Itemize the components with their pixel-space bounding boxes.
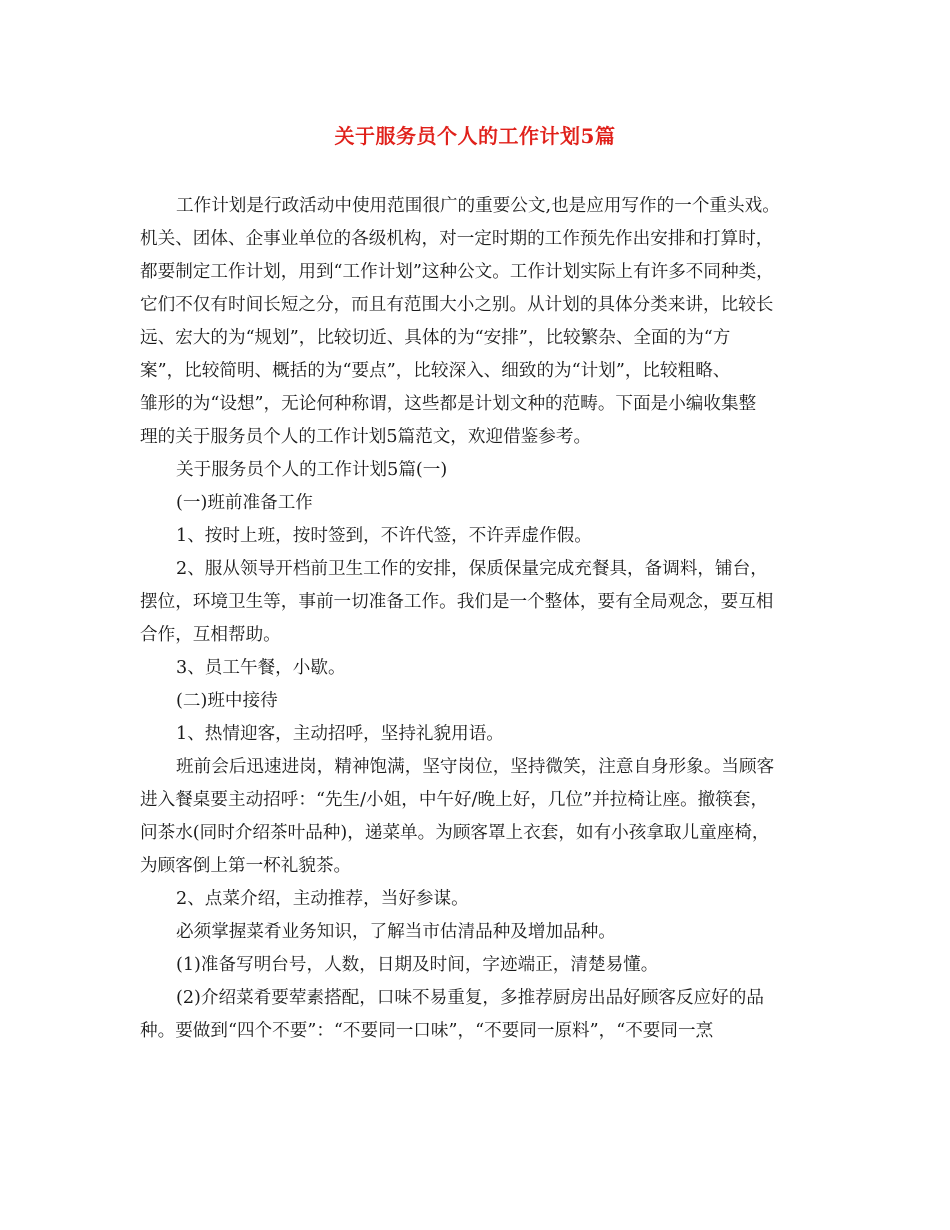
paragraph-line: 班前会后迅速进岗，精神饱满，坚守岗位，坚持微笑，注意自身形象。当顾客: [176, 757, 775, 777]
paragraph-line: 它们不仅有时间长短之分，而且有范围大小之别。从计划的具体分类来讲，比较长: [140, 295, 774, 315]
list-item: 1、热情迎客，主动招呼，坚持礼貌用语。: [176, 724, 504, 744]
paragraph-line: 合作，互相帮助。: [140, 625, 281, 645]
subsection-heading: (一)班前准备工作: [176, 493, 313, 513]
paragraph-line: 为顾客倒上第一杯礼貌茶。: [140, 856, 352, 876]
paragraph-line: 远、宏大的为“规划”，比较切近、具体的为“安排”，比较繁杂、全面的为“方: [140, 328, 731, 348]
document-title: 关于服务员个人的工作计划5篇: [334, 124, 616, 148]
document-body: [140, 190, 830, 1048]
paragraph-line: 摆位，环境卫生等，事前一切准备工作。我们是一个整体，要有全局观念，要互相: [140, 592, 774, 612]
paragraph-line: 雏形的为“设想”，无论何种称谓，这些都是计划文种的范畴。下面是小编收集整: [140, 394, 757, 414]
list-item: (2)介绍菜肴要荤素搭配，口味不易重复，多推荐厨房出品好顾客反应好的品: [176, 988, 764, 1008]
paragraph-line: 机关、团体、企事业单位的各级机构，对一定时期的工作预先作出安排和打算时，: [140, 229, 774, 249]
list-item: 3、员工午餐，小歇。: [176, 658, 346, 678]
list-item: (1)准备写明台号，人数，日期及时间，字迹端正，清楚易懂。: [176, 955, 659, 975]
paragraph-line: 问茶水(同时介绍茶叶品种)，递菜单。为顾客罩上衣套，如有小孩拿取儿童座椅，: [140, 823, 770, 843]
paragraph-line: 进入餐桌要主动招呼：“先生/小姐，中午好/晚上好，几位”并拉椅让座。撤筷套，: [140, 790, 769, 810]
list-item: 2、服从领导开档前卫生工作的安排，保质保量完成充餐具，备调料，铺台，: [176, 559, 768, 579]
paragraph-line: 种。要做到“四个不要”：“不要同一口味”，“不要同一原料”，“不要同一烹: [140, 1021, 714, 1041]
subsection-heading: (二)班中接待: [176, 691, 278, 711]
paragraph-line: 必须掌握菜肴业务知识，了解当市估清品种及增加品种。: [176, 922, 616, 942]
list-item: 1、按时上班，按时签到，不许代签，不许弄虚作假。: [176, 526, 592, 546]
paragraph-line: 都要制定工作计划，用到“工作计划”这种公文。工作计划实际上有许多不同种类，: [140, 262, 774, 282]
paragraph-line: 理的关于服务员个人的工作计划5篇范文，欢迎借鉴参考。: [140, 427, 592, 447]
paragraph-line: 案”，比较简明、概括的为“要点”，比较深入、细致的为“计划”，比较粗略、: [140, 361, 731, 381]
paragraph-line: 工作计划是行政活动中使用范围很广的重要公文,也是应用写作的一个重头戏。: [176, 196, 780, 216]
list-item: 2、点菜介绍，主动推荐，当好参谋。: [176, 889, 469, 909]
section-heading: 关于服务员个人的工作计划5篇(一): [176, 460, 448, 480]
